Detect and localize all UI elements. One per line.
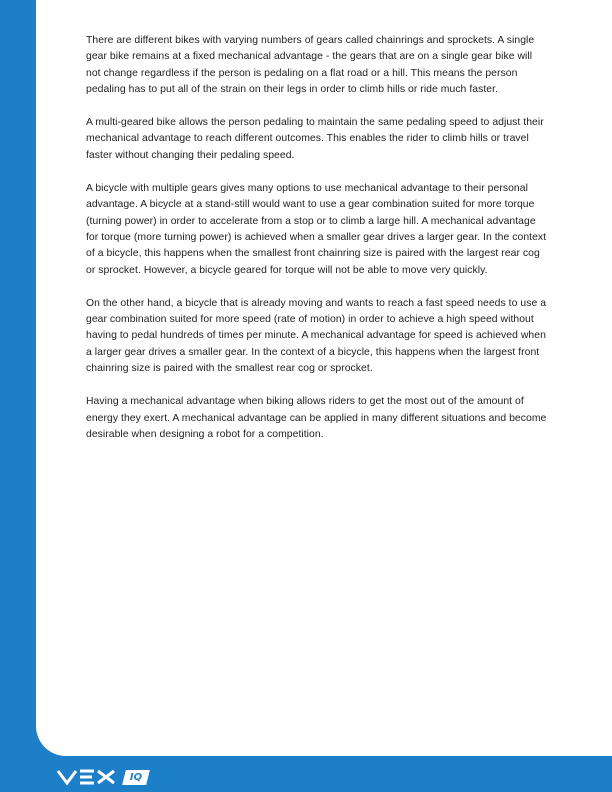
vex-iq-logo — [56, 766, 148, 788]
iq-badge-label: IQ — [129, 771, 143, 782]
document-body — [86, 33, 548, 460]
iq-badge — [122, 770, 150, 785]
paragraph-torque: A bicycle with multiple gears gives many options to use mechanical advantage to their personal advantage. A bicycle at a stand-still would want to use a gear combination suited for more torque (turning power) in order to accelerate from a stop or to climb a large hill. A mechanical advantage for torque (more turning power) is achieved when a smaller gear drives a larger gear. In the context of a bicycle, this happens when the smallest front chainring size is paired with the largest rear cog or sprocket. However, a bicycle geared for torque will not be able to move very quickly. — [86, 183, 547, 276]
paragraph-speed: On the other hand, a bicycle that is already moving and wants to reach a fast speed needs to use a gear combination suited for more speed (rate of motion) in order to achieve a high speed without having to pedal hundreds of times per minute. A mechanical advantage for speed is achieved when a larger gear drives a smaller gear. In the context of a bicycle, this happens when the largest front chainring size is paired with the smallest rear cog or sprocket. — [86, 297, 547, 375]
paragraph-multi-gear: A multi-geared bike allows the person pedaling to maintain the same pedaling speed to adjust their mechanical advantage to reach different outcomes. This enables the rider to climb hills or travel faster without changing their pedaling speed. — [86, 117, 544, 161]
paragraph-single-gear: There are different bikes with varying numbers of gears called chainrings and sprockets. A single gear bike remains at a fixed mechanical advantage - the gears that are on a single gear bike will not change regardless if the person is pedaling on a flat road or a hill. This means the person pedaling has to put all of the strain on their legs in order to climb hills or ride much faster. — [86, 35, 535, 95]
vex-logo-icon — [56, 766, 120, 788]
paragraph-conclusion: Having a mechanical advantage when biking allows riders to get the most out of the amount of energy they exert. A mechanical advantage can be applied in many different situations and become desirable when designing a robot for a competition. — [86, 396, 547, 440]
